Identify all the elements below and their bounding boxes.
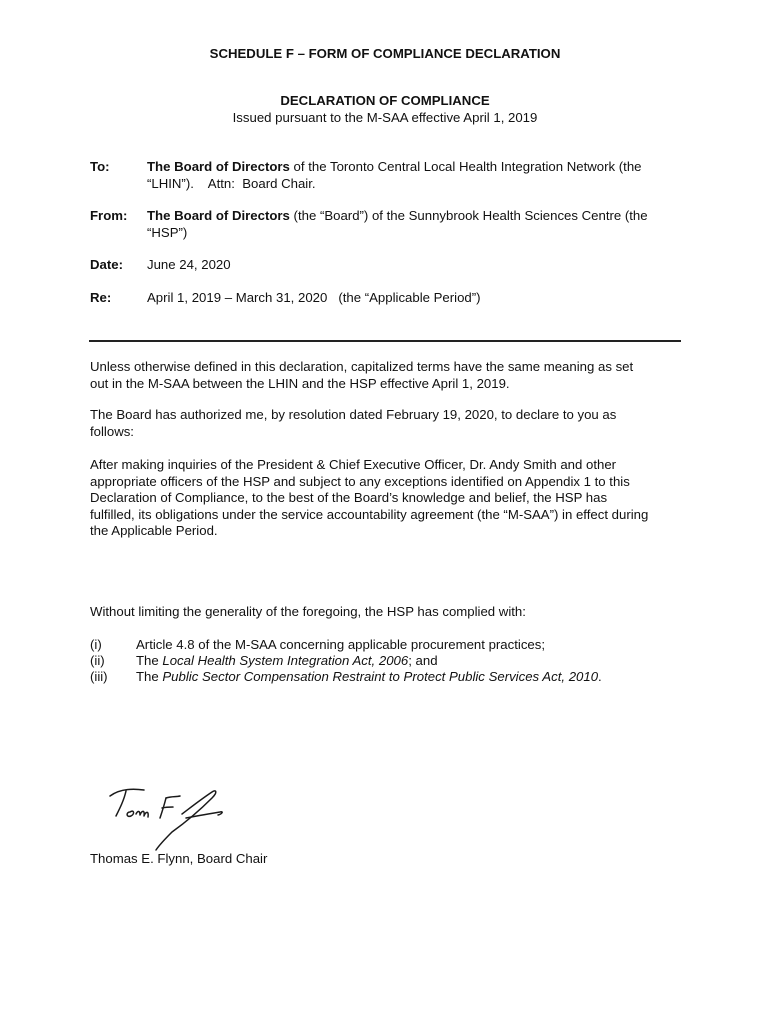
to-recipient-detail: of the Toronto Central Local Health Integration Network (the — [289, 159, 642, 174]
list-number: (iii) — [90, 669, 108, 684]
date-value: June 24, 2020 — [147, 257, 231, 272]
paragraph-line: fulfilled, its obligations under the service accountability agreement (the “M-SAA”) in effect during — [90, 506, 649, 522]
paragraph-line: the Applicable Period. — [90, 523, 218, 538]
paragraph-line: After making inquiries of the President & Chief Executive Officer, Dr. Andy Smith and other — [90, 457, 617, 472]
to-recipient: The Board of Directors — [147, 159, 290, 174]
list-item-text: . — [598, 669, 602, 684]
paragraph-line: appropriate officers of the HSP and subject to any exceptions identified on Appendix 1 to this — [90, 473, 630, 489]
handwritten-signature — [100, 778, 240, 854]
from-sender-abbrev: “HSP”) — [147, 224, 188, 240]
signer-name: Thomas E. Flynn, Board Chair — [90, 851, 268, 866]
re-value: April 1, 2019 – March 31, 2020 (the “Applicable Period”) — [147, 290, 481, 305]
paragraph-line: The Board has authorized me, by resolution dated February 19, 2020, to declare to you as — [90, 407, 617, 422]
list-item-text: ; and — [408, 653, 438, 668]
list-item-text: The — [136, 653, 163, 668]
paragraph-line: follows: — [90, 423, 134, 439]
list-item-text: Article 4.8 of the M-SAA concerning applicable procurement practices; — [136, 637, 546, 652]
list-item — [136, 669, 696, 686]
declaration-paragraph — [90, 457, 690, 540]
paragraph-line: Unless otherwise defined in this declaration, capitalized terms have the same meaning as set — [90, 359, 634, 374]
declaration-title: DECLARATION OF COMPLIANCE — [280, 93, 490, 108]
re-label: Re: — [90, 290, 112, 305]
from-sender-detail: (the “Board”) of the Sunnybrook Health Sciences Centre (the — [289, 208, 648, 223]
paragraph-line: Declaration of Compliance, to the best of the Board’s knowledge and belief, the HSP has — [90, 490, 608, 505]
list-number: (ii) — [90, 653, 105, 668]
schedule-title: SCHEDULE F – FORM OF COMPLIANCE DECLARATION — [209, 46, 561, 61]
list-item — [136, 653, 696, 670]
declaration-subtitle: Issued pursuant to the M-SAA effective April 1, 2019 — [232, 110, 538, 125]
act-title: Local Health System Integration Act, 2006 — [162, 653, 409, 668]
from-value — [147, 208, 687, 241]
definitions-paragraph — [90, 359, 690, 392]
paragraph-line: out in the M-SAA between the LHIN and the HSP effective April 1, 2019. — [90, 375, 510, 391]
date-label: Date: — [90, 257, 123, 272]
compliance-intro: Without limiting the generality of the foregoing, the HSP has complied with: — [90, 604, 526, 619]
from-label: From: — [90, 208, 128, 223]
act-title: Public Sector Compensation Restraint to Protect Public Services Act, 2010 — [162, 669, 599, 684]
list-item — [136, 637, 696, 654]
authorization-paragraph — [90, 407, 690, 440]
to-attention: “LHIN”). Attn: Board Chair. — [147, 175, 316, 191]
from-sender: The Board of Directors — [147, 208, 290, 223]
to-value — [147, 159, 687, 192]
list-item-text: The — [136, 669, 163, 684]
to-label: To: — [90, 159, 110, 174]
list-number: (i) — [90, 637, 102, 652]
header-divider — [89, 340, 681, 342]
